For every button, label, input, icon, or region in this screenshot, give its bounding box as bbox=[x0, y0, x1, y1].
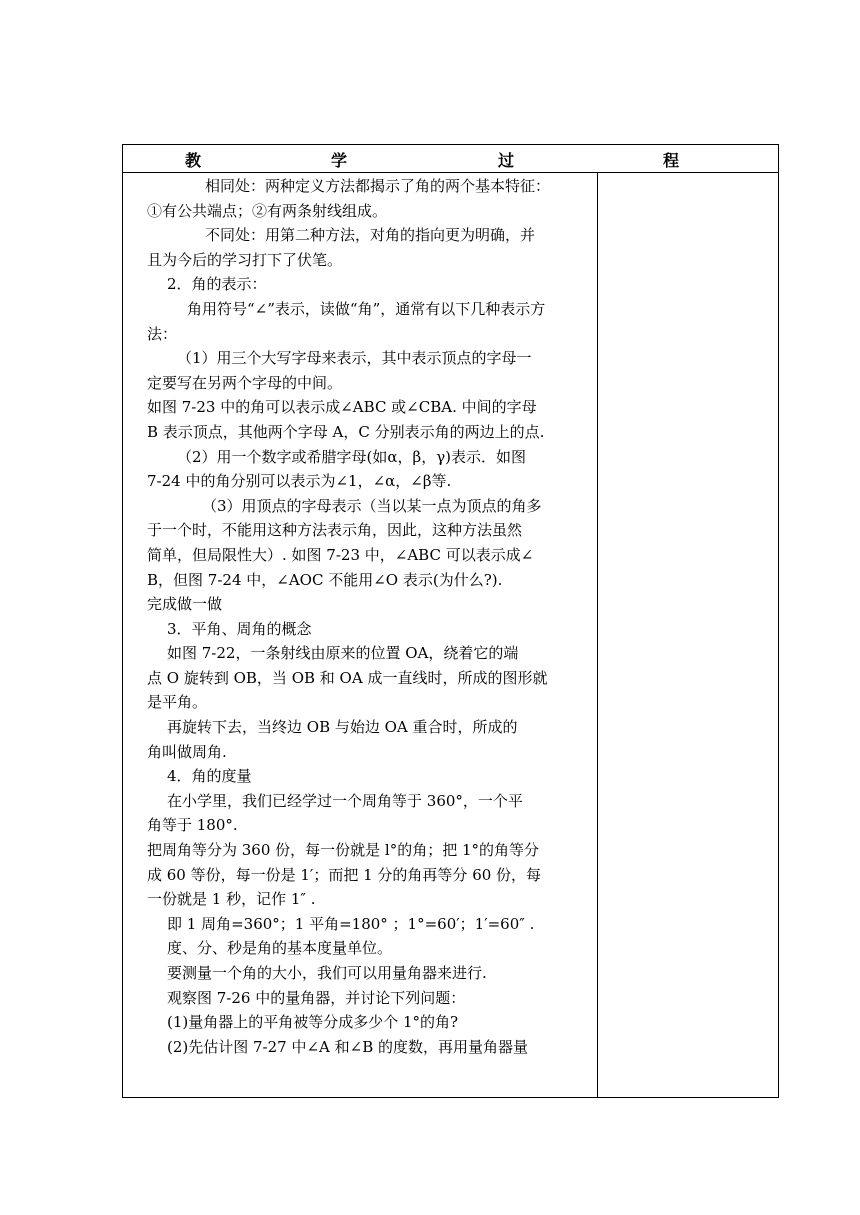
text-line: 在小学里，我们已经学过一个周角等于 360°，一个平 bbox=[167, 791, 523, 810]
table-header bbox=[123, 145, 778, 173]
text-line: 一份就是 1 秒，记作 1″ . bbox=[147, 890, 316, 909]
header-char-4: 程 bbox=[663, 151, 680, 170]
text-line: (1)量角器上的平角被等分成多少个 1°的角? bbox=[167, 1013, 459, 1032]
text-line: 不同处：用第二种方法，对角的指向更为明确，并 bbox=[205, 226, 536, 245]
text-line: 相同处：两种定义方法都揭示了角的两个基本特征： bbox=[205, 177, 551, 195]
text-line: 度、分、秒是角的基本度量单位。 bbox=[167, 939, 393, 958]
text-line: (2)先估计图 7-27 中∠A 和∠B 的度数，再用量角器量 bbox=[167, 1037, 529, 1056]
text-line: 如图 7-23 中的角可以表示成∠ABC 或∠CBA. 中间的字母 bbox=[147, 398, 537, 417]
lesson-table bbox=[122, 144, 779, 1098]
column-divider bbox=[597, 173, 598, 1098]
text-line: 7-24 中的角分别可以表示为∠1，∠α，∠β等. bbox=[147, 472, 452, 491]
text-line: 如图 7-22，一条射线由原来的位置 OA，绕着它的端 bbox=[167, 644, 519, 663]
text-line: 且为今后的学习打下了伏笔。 bbox=[147, 250, 343, 269]
lesson-content bbox=[147, 174, 595, 1059]
text-line: （3）用顶点的字母表示（当以某一点为顶点的角多 bbox=[202, 496, 542, 515]
text-line: 点 O 旋转到 OB，当 OB 和 OA 成一直线时，所成的图形就 bbox=[147, 668, 548, 687]
text-line: 再旋转下去，当终边 OB 与始边 OA 重合时，所成的 bbox=[167, 718, 518, 737]
text-line: 法： bbox=[147, 324, 178, 343]
section-heading: 4．角的度量 bbox=[167, 767, 252, 786]
text-line: 是平角。 bbox=[147, 693, 208, 712]
text-line: （2）用一个数字或希腊字母(如α，β，γ)表示．如图 bbox=[177, 447, 527, 466]
text-line: 完成做一做 bbox=[147, 595, 223, 614]
header-char-1: 教 bbox=[185, 151, 202, 170]
text-line: 即 1 周角=360°；1 平角=180° ；1°=60′；1′=60″ . bbox=[167, 914, 535, 933]
text-line: B 表示顶点，其他两个字母 A，C 分别表示角的两边上的点. bbox=[147, 422, 545, 441]
text-line: 角叫做周角. bbox=[147, 742, 227, 761]
text-line: 要测量一个角的大小，我们可以用量角器来进行. bbox=[167, 964, 487, 982]
header-char-2: 学 bbox=[331, 151, 348, 170]
text-line: （1）用三个大写字母来表示，其中表示顶点的字母一 bbox=[177, 349, 532, 368]
text-line: 于一个时，不能用这种方法表示角，因此，这种方法虽然 bbox=[147, 521, 523, 540]
section-heading: 3．平角、周角的概念 bbox=[167, 619, 312, 638]
text-line: 定要写在另两个字母的中间。 bbox=[147, 373, 343, 392]
text-line: ①有公共端点；②有两条射线组成。 bbox=[147, 201, 388, 220]
header-char-3: 过 bbox=[498, 151, 515, 170]
text-line: 简单，但局限性大）. 如图 7-23 中，∠ABC 可以表示成∠ bbox=[147, 545, 534, 564]
text-line: 角用符号“∠”表示，读做“角”，通常有以下几种表示方 bbox=[187, 299, 546, 318]
text-line: 成 60 等份，每一份是 1′；而把 1 分的角再等分 60 份，每 bbox=[147, 865, 542, 884]
section-heading: 2．角的表示： bbox=[167, 275, 267, 294]
text-line: 把周角等分为 360 份，每一份就是 l°的角；把 1°的角等分 bbox=[147, 841, 540, 860]
text-line: 观察图 7-26 中的量角器，并讨论下列问题： bbox=[167, 988, 466, 1007]
text-line: B，但图 7-24 中，∠AOC 不能用∠O 表示(为什么?). bbox=[147, 570, 503, 589]
text-line: 角等于 180°. bbox=[147, 816, 238, 835]
